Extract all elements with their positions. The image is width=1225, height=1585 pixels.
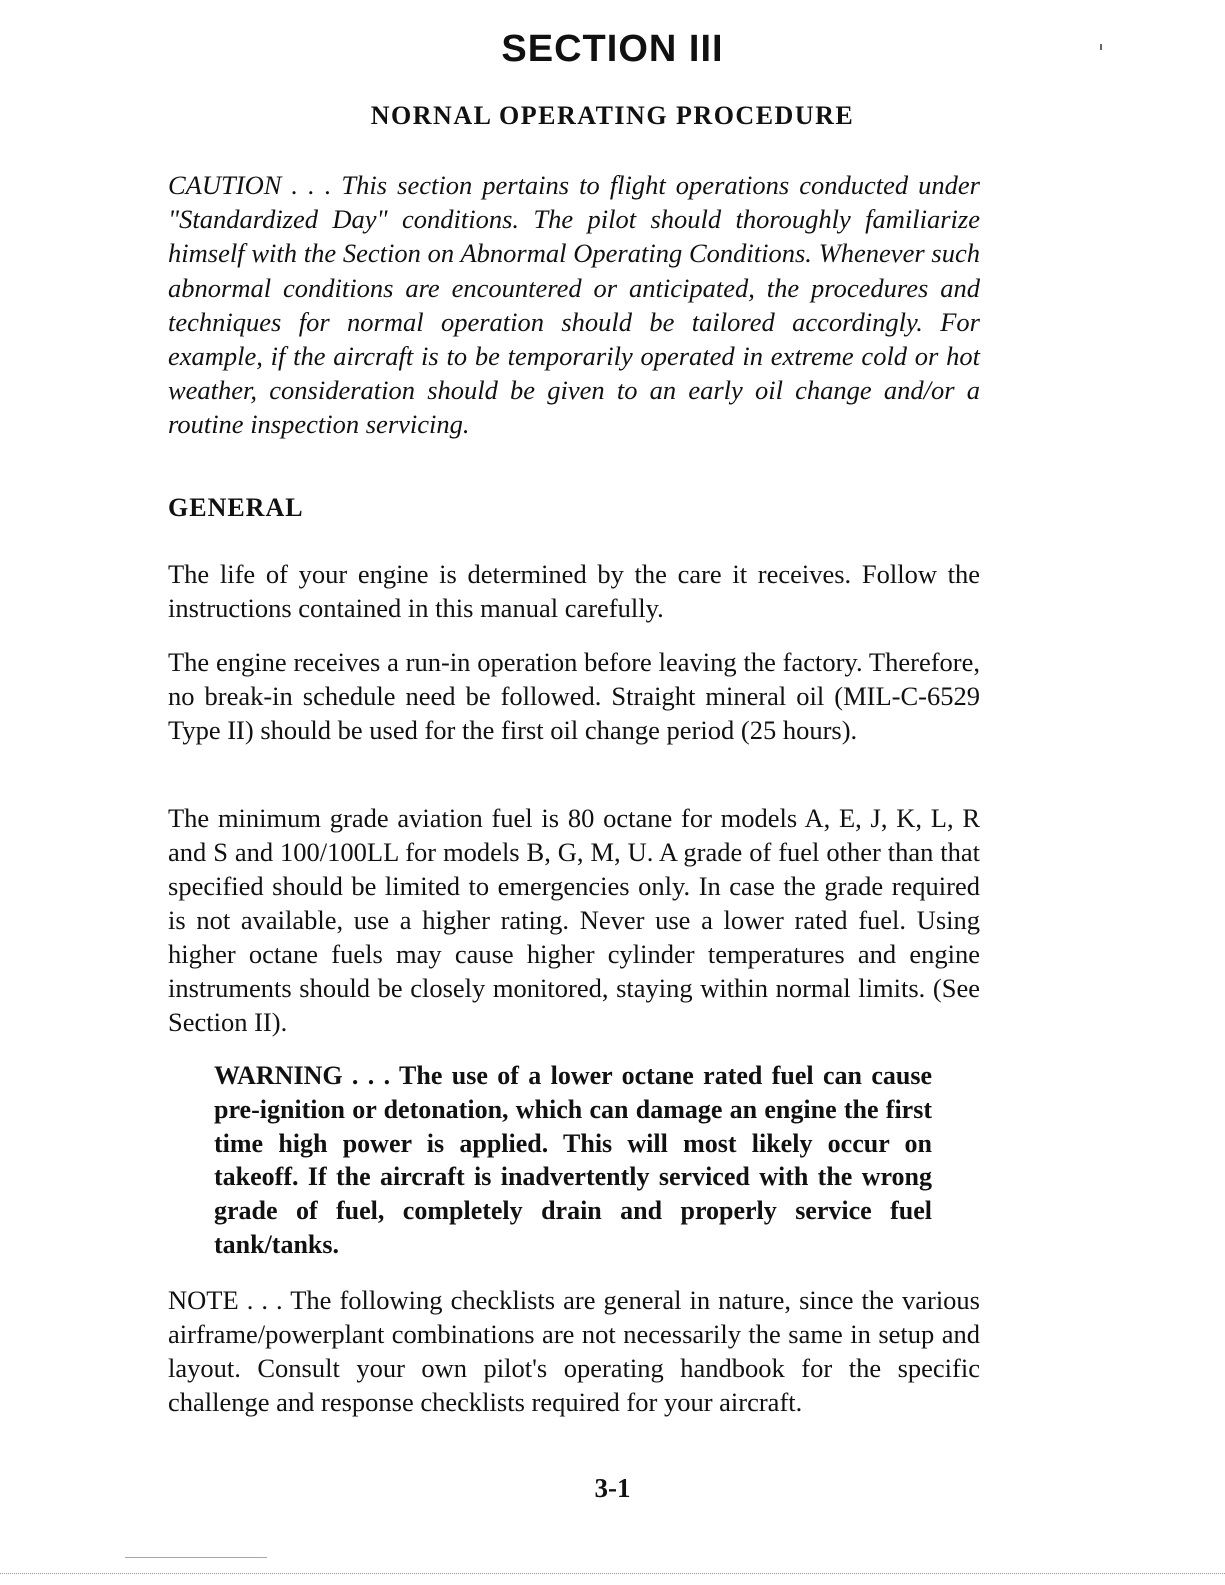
procedure-title: NORNAL OPERATING PROCEDURE	[370, 101, 855, 130]
scan-edge-mark	[125, 1557, 267, 1558]
warning-paragraph: WARNING . . . The use of a lower octane rated fuel can cause pre-ignition or detonation, which can damage an engine the first time high power is applied. This will most likely occur on takeoff. If the aircraft is inadvertently serviced with the wrong grade of fuel, completely drain and properly service fuel tank/tanks.	[214, 1061, 932, 1259]
page-bottom-rule	[0, 1573, 1225, 1574]
paragraph-fuel-grade: The minimum grade aviation fuel is 80 octane for models A, E, J, K, L, R and S and 100/100LL for models B, G, M, U. A grade of fuel other than that specified should be limited to emergencies only. In case the grade required is not available, use a higher rating. Never use a lower rated fuel. Using higher octane fuels may cause higher cylinder temperatures and engine instruments should be closely monitored, staying within normal limits. (See Section II).	[168, 803, 980, 1037]
section-title: SECTION III	[501, 28, 724, 70]
caution-paragraph: CAUTION . . . This section pertains to flight operations conducted under "Standardized Day" conditions. The pilot should thoroughly familiarize himself with the Section on Abnormal Operating Conditions. Whenever such abnormal conditions are encountered or anticipated, the procedures and techniques for normal operation should be tailored accordingly. For example, if the aircraft is to be temporarily operated in extreme cold or hot weather, consideration should be given to an early oil change and/or a routine inspection servicing.	[168, 170, 980, 440]
scan-speck	[1100, 44, 1102, 50]
paragraph-engine-life: The life of your engine is determined by the care it receives. Follow the instructions contained in this manual carefully.	[168, 559, 980, 623]
paragraph-run-in: The engine receives a run-in operation before leaving the factory. Therefore, no break-in schedule need be followed. Straight mineral oil (MIL-C-6529 Type II) should be used for the first oil change period (25 hours).	[168, 647, 980, 745]
page-number: 3-1	[594, 1473, 631, 1503]
note-paragraph: NOTE . . . The following checklists are general in nature, since the various airframe/powerplant combinations are not necessarily the same in setup and layout. Consult your own pilot's operating handbook for the specific challenge and response checklists required for your aircraft.	[168, 1285, 980, 1417]
general-heading: GENERAL	[168, 493, 304, 522]
